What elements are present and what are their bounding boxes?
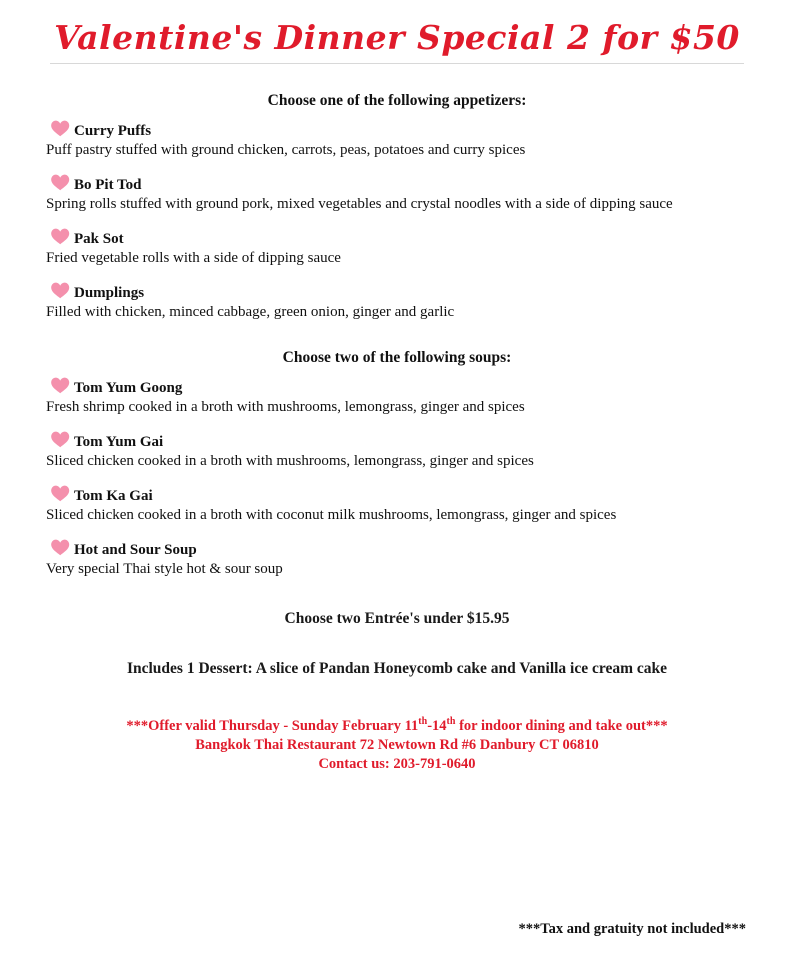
item-name-row: [50, 377, 750, 397]
appetizers-heading: Choose one of the following appetizers:: [267, 92, 527, 109]
item-name: Hot and Sour Soup: [74, 542, 197, 558]
item-description: Spring rolls stuffed with ground pork, mixed vegetables and crystal noodles with a side of dipping sauce: [46, 196, 673, 212]
heart-icon: [50, 538, 70, 556]
offer-validity-sup2: th: [446, 716, 456, 727]
list-item: [44, 539, 750, 578]
list-item: [44, 228, 750, 267]
item-name: Pak Sot: [74, 231, 124, 247]
appetizers-list: [44, 120, 750, 321]
item-name: Bo Pit Tod: [74, 177, 142, 193]
item-name-row: [50, 282, 750, 302]
offer-details: [44, 712, 750, 774]
item-name: Tom Yum Goong: [74, 380, 183, 396]
item-description: Filled with chicken, minced cabbage, green onion, ginger and garlic: [46, 304, 455, 320]
list-item: [44, 174, 750, 213]
tax-disclaimer: ***Tax and gratuity not included***: [518, 921, 746, 937]
item-description: Fresh shrimp cooked in a broth with mushrooms, lemongrass, ginger and spices: [46, 399, 525, 415]
list-item: [44, 485, 750, 524]
item-description: Sliced chicken cooked in a broth with mushrooms, lemongrass, ginger and spices: [46, 453, 534, 469]
offer-validity: [44, 712, 750, 736]
heart-icon: [50, 119, 70, 137]
item-name-row: [50, 120, 750, 140]
item-name-row: [50, 431, 750, 451]
heart-icon: [50, 281, 70, 299]
entree-instruction: Choose two Entrée's under $15.95: [284, 610, 510, 627]
item-description: Sliced chicken cooked in a broth with coconut milk mushrooms, lemongrass, ginger and spices: [46, 507, 617, 523]
contact-info: Contact us: 203-791-0640: [318, 755, 476, 772]
title-divider: [50, 63, 744, 64]
offer-validity-sup1: th: [418, 716, 428, 727]
heart-icon: [50, 173, 70, 191]
restaurant-address: Bangkok Thai Restaurant 72 Newtown Rd #6 Danbury CT 06810: [195, 736, 599, 753]
heart-icon: [50, 227, 70, 245]
item-name-row: [50, 539, 750, 559]
list-item: [44, 120, 750, 159]
offer-validity-mid: -14: [427, 717, 447, 734]
heart-icon: [50, 376, 70, 394]
list-item: [44, 282, 750, 321]
offer-validity-suffix: for indoor dining and take out***: [455, 717, 668, 734]
heart-icon: [50, 430, 70, 448]
item-name-row: [50, 485, 750, 505]
item-name: Dumplings: [74, 285, 145, 301]
item-name: Tom Ka Gai: [74, 488, 153, 504]
list-item: [44, 377, 750, 416]
list-item: [44, 431, 750, 470]
item-description: Puff pastry stuffed with ground chicken, carrots, peas, potatoes and curry spices: [46, 142, 526, 158]
item-name-row: [50, 174, 750, 194]
offer-validity-prefix: ***Offer valid Thursday - Sunday February 11: [126, 717, 419, 734]
item-description: Very special Thai style hot & sour soup: [46, 561, 283, 577]
item-name-row: [50, 228, 750, 248]
item-description: Fried vegetable rolls with a side of dipping sauce: [46, 250, 341, 266]
heart-icon: [50, 484, 70, 502]
item-name: Tom Yum Gai: [74, 434, 164, 450]
soups-heading: Choose two of the following soups:: [282, 349, 512, 366]
page-title: Valentine's Dinner Special 2 for $50: [54, 18, 740, 57]
soups-list: [44, 377, 750, 578]
item-name: Curry Puffs: [74, 123, 152, 139]
dessert-instruction: Includes 1 Dessert: A slice of Pandan Honeycomb cake and Vanilla ice cream cake: [126, 660, 668, 677]
